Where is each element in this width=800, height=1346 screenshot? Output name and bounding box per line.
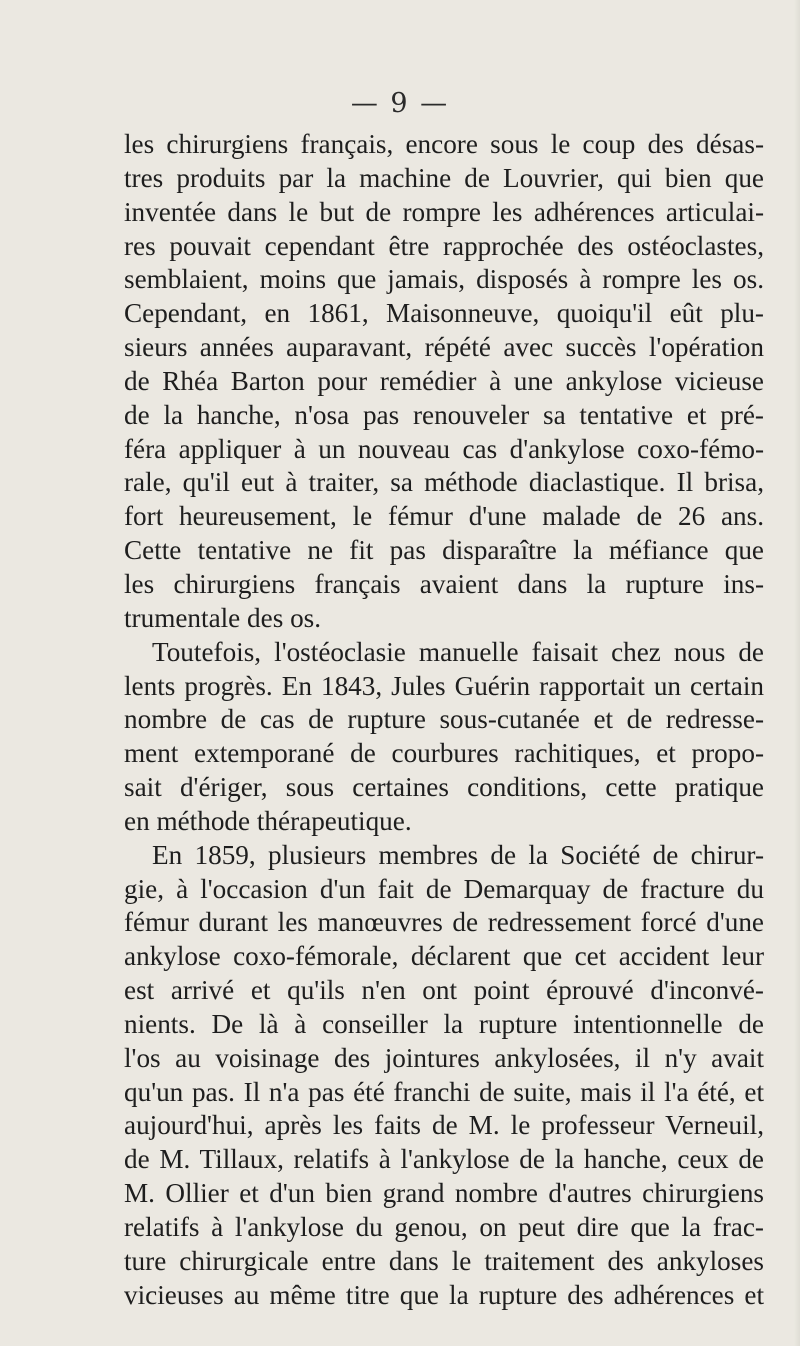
text-line: inventée dans le but de rompre les adhérences articulai- <box>124 196 764 227</box>
text-line: ankylose coxo-fémorale, déclarent que cet accident leur <box>124 941 764 972</box>
paragraph-end-line: en méthode thérapeutique. <box>124 805 412 836</box>
text-line: nients. De là à conseiller la rupture intentionnelle de <box>124 1008 764 1039</box>
text-line: tres produits par la machine de Louvrier, qui bien que <box>124 162 764 193</box>
text-line: ture chirurgicale entre dans le traitement des ankyloses <box>124 1245 764 1276</box>
text-line: lents progrès. En 1843, Jules Guérin rapportait un certain <box>124 670 764 701</box>
text-line: Cette tentative ne fit pas disparaître la méfiance que <box>124 535 764 566</box>
text-line: vicieuses au même titre que la rupture des adhérences et <box>124 1279 764 1310</box>
text-line: semblaient, moins que jamais, disposés à rompre les os. <box>124 264 764 295</box>
text-line: M. Ollier et d'un bien grand nombre d'autres chirurgiens <box>124 1178 764 1209</box>
paragraph-end-line: trumentale des os. <box>124 602 322 633</box>
text-line: fort heureusement, le fémur d'une malade de 26 ans. <box>124 501 764 532</box>
text-line: de M. Tillaux, relatifs à l'ankylose de la hanche, ceux de <box>124 1144 764 1175</box>
text-line: fémur durant les manœuvres de redressement forcé d'une <box>124 907 764 938</box>
text-line: de la hanche, n'osa pas renouveler sa tentative et pré- <box>124 399 764 430</box>
text-line: est arrivé et qu'ils n'en ont point éprouvé d'inconvé- <box>124 975 764 1006</box>
text-line: aujourd'hui, après les faits de M. le professeur Verneuil, <box>124 1110 764 1141</box>
text-line: res pouvait cependant être rapprochée des ostéoclastes, <box>124 230 764 261</box>
text-line: de Rhéa Barton pour remédier à une ankylose vicieuse <box>124 365 764 396</box>
text-line: Cependant, en 1861, Maisonneuve, quoiqu'il eût plu- <box>124 298 764 329</box>
text-line: sait d'ériger, sous certaines conditions, cette pratique <box>124 772 764 803</box>
text-line: sieurs années auparavant, répété avec succès l'opération <box>124 332 764 363</box>
text-line: qu'un pas. Il n'a pas été franchi de suite, mais il l'a été, et <box>124 1076 764 1107</box>
text-line: rale, qu'il eut à traiter, sa méthode diaclastique. Il brisa, <box>124 467 764 498</box>
paragraph-start-line: Toutefois, l'ostéoclasie manuelle faisait chez nous de <box>152 636 764 667</box>
page-number: — 9 — <box>350 88 450 119</box>
page-edge-shadow <box>794 0 800 1346</box>
text-line: nombre de cas de rupture sous-cutanée et de redresse- <box>124 704 764 735</box>
text-line: relatifs à l'ankylose du genou, on peut dire que la frac- <box>124 1212 764 1242</box>
text-line: les chirurgiens français avaient dans la rupture ins- <box>124 568 764 599</box>
text-line: les chirurgiens français, encore sous le coup des désas- <box>124 129 764 159</box>
paragraph-start-line: En 1859, plusieurs membres de la Société de chirur- <box>152 839 764 870</box>
text-line: l'os au voisinage des jointures ankylosées, il n'y avait <box>124 1042 764 1073</box>
text-line: gie, à l'occasion d'un fait de Demarquay de fracture du <box>124 873 764 904</box>
text-line: féra appliquer à un nouveau cas d'ankylose coxo-fémo- <box>124 433 764 464</box>
body-text <box>124 128 764 1313</box>
text-line: ment extemporané de courbures rachitiques, et propo- <box>124 738 764 769</box>
